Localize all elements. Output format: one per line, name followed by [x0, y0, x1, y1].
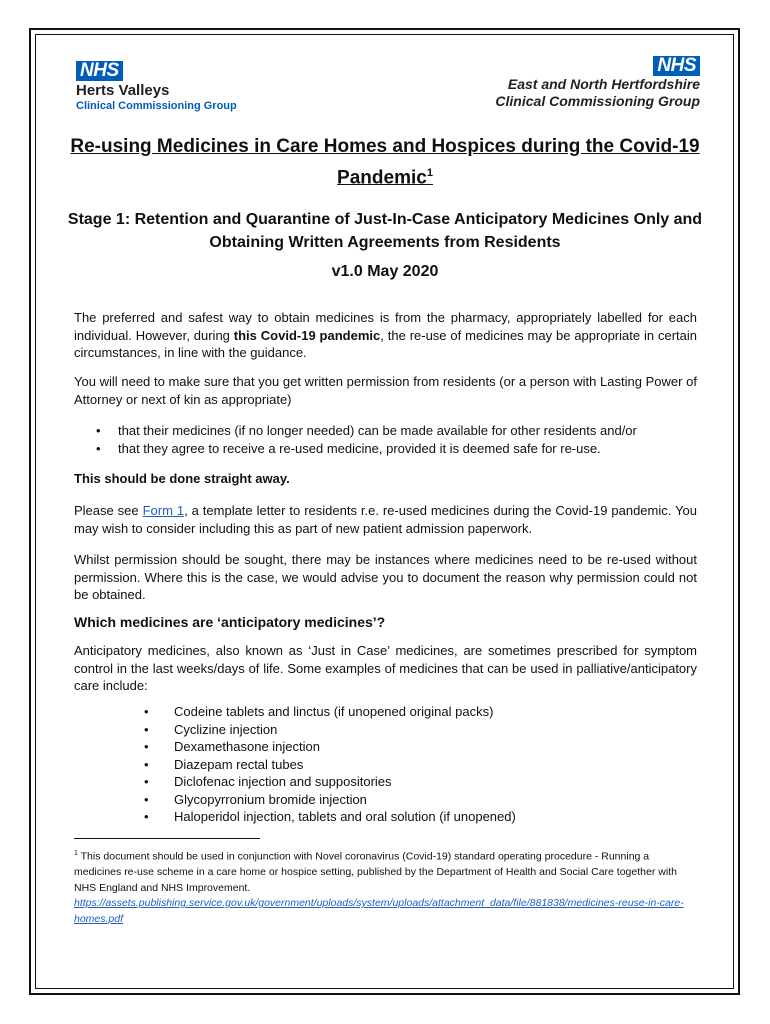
document-title — [60, 134, 710, 191]
bullet-icon: • — [144, 756, 149, 772]
permission-paragraph: You will need to make sure that you get written permission from residents (or a person with Lasting Power of Attorney or next of kin as appropriate) — [74, 374, 697, 407]
list-item — [144, 721, 516, 739]
list-item — [96, 440, 637, 458]
list-item — [144, 756, 516, 774]
anticipatory-paragraph: Anticipatory medicines, also known as ‘Just in Case’ medicines, are sometimes prescribed for symptom control in the last weeks/days of life. Some examples of medicines that can be used in palliative/anticipatory care include: — [74, 643, 697, 693]
list-item — [144, 791, 516, 809]
version-label: v1.0 May 2020 — [331, 263, 439, 280]
nhs-badge-left: NHS — [76, 61, 123, 81]
form-1-link[interactable]: Form 1 — [142, 503, 185, 518]
bullet-icon: • — [144, 791, 149, 807]
left-org-subname: Clinical Commissioning Group — [76, 100, 237, 112]
bullet-icon: • — [96, 423, 101, 438]
east-north-herts-logo — [495, 56, 700, 110]
permission-warning-paragraph: Whilst permission should be sought, there may be instances where medicines need to be re-used without permission. Where this is the case, we would advise you to document the reason why permission could not be obtained. — [74, 552, 697, 602]
medicine-name: Codeine tablets and linctus (if unopened original packs) — [174, 704, 494, 719]
section-heading: Which medicines are ‘anticipatory medicines’? — [74, 614, 386, 630]
medicine-name: Cyclizine injection — [174, 721, 278, 737]
list-item — [144, 808, 516, 826]
medicine-name: Dexamethasone injection — [174, 739, 320, 754]
bullet-icon: • — [144, 774, 149, 789]
permission-list — [96, 422, 637, 458]
form-text-1: Please see — [74, 503, 143, 518]
intro-text-2: , the re-use of medicines may be appropriate in certain circumstances, in line with the guidance. — [74, 327, 697, 360]
medicine-name: Glycopyrronium bromide injection — [174, 791, 367, 807]
medicine-name: Diazepam rectal tubes — [174, 756, 304, 772]
bullet-icon: • — [144, 809, 149, 824]
footnote-link[interactable]: https://assets.publishing.service.gov.uk/government/uploads/system/uploads/attachment_data/file/881838/medicines-reuse-in-care-homes.pdf — [74, 897, 684, 925]
intro-bold: this Covid-19 pandemic — [233, 327, 381, 343]
form-paragraph — [74, 502, 697, 537]
footnote-text: This document should be used in conjunction with Novel coronavirus (Covid-19) standard operating procedure - Running a medicines re-use scheme in a care home or hospice setting, published by the Department of Health and Social Care together with NHS England and NHS Improvement. — [74, 850, 677, 894]
bullet-icon: • — [144, 704, 149, 719]
medicine-name: Diclofenac injection and suppositories — [174, 774, 392, 789]
title-footnote-mark[interactable]: 1 — [426, 167, 433, 179]
list-item — [144, 703, 516, 721]
document-subtitle: Stage 1: Retention and Quarantine of Just-In-Case Anticipatory Medicines Only and Obtaining Written Agreements from Residents — [67, 211, 703, 251]
medicine-name: Haloperidol injection, tablets and oral solution (if unopened) — [174, 809, 516, 824]
intro-paragraph — [74, 309, 697, 362]
medicines-list — [144, 703, 516, 826]
bullet-icon: • — [96, 441, 101, 456]
list-item-text: that they agree to receive a re-used medicine, provided it is deemed safe for re-use. — [118, 441, 601, 456]
herts-valleys-logo — [76, 61, 237, 113]
intro-text-1: The preferred and safest way to obtain medicines is from the pharmacy, appropriately labelled for each individual. However, during — [74, 310, 697, 343]
footnote — [74, 846, 694, 927]
bullet-icon: • — [144, 739, 149, 754]
bold-note: This should be done straight away. — [74, 471, 290, 486]
left-org-name: Herts Valleys — [76, 82, 170, 99]
right-org-subname: Clinical Commissioning Group — [495, 93, 700, 109]
form-text-2: , a template letter to residents r.e. re-used medicines during the Covid-19 pandemic. You may wish to consider including this as part of new patient admission paperwork. — [74, 503, 698, 536]
nhs-badge-right: NHS — [653, 56, 700, 76]
bullet-icon: • — [144, 721, 149, 737]
title-text: Re-using Medicines in Care Homes and Hospices during the Covid-19 Pandemic — [70, 136, 700, 189]
list-item — [96, 422, 637, 440]
list-item — [144, 773, 516, 791]
list-item-text: that their medicines (if no longer needed) can be made available for other residents and/or — [118, 423, 637, 438]
list-item — [144, 738, 516, 756]
right-org-name: East and North Hertfordshire — [507, 76, 700, 92]
footnote-divider — [74, 838, 260, 839]
footnote-mark: 1 — [74, 850, 78, 857]
